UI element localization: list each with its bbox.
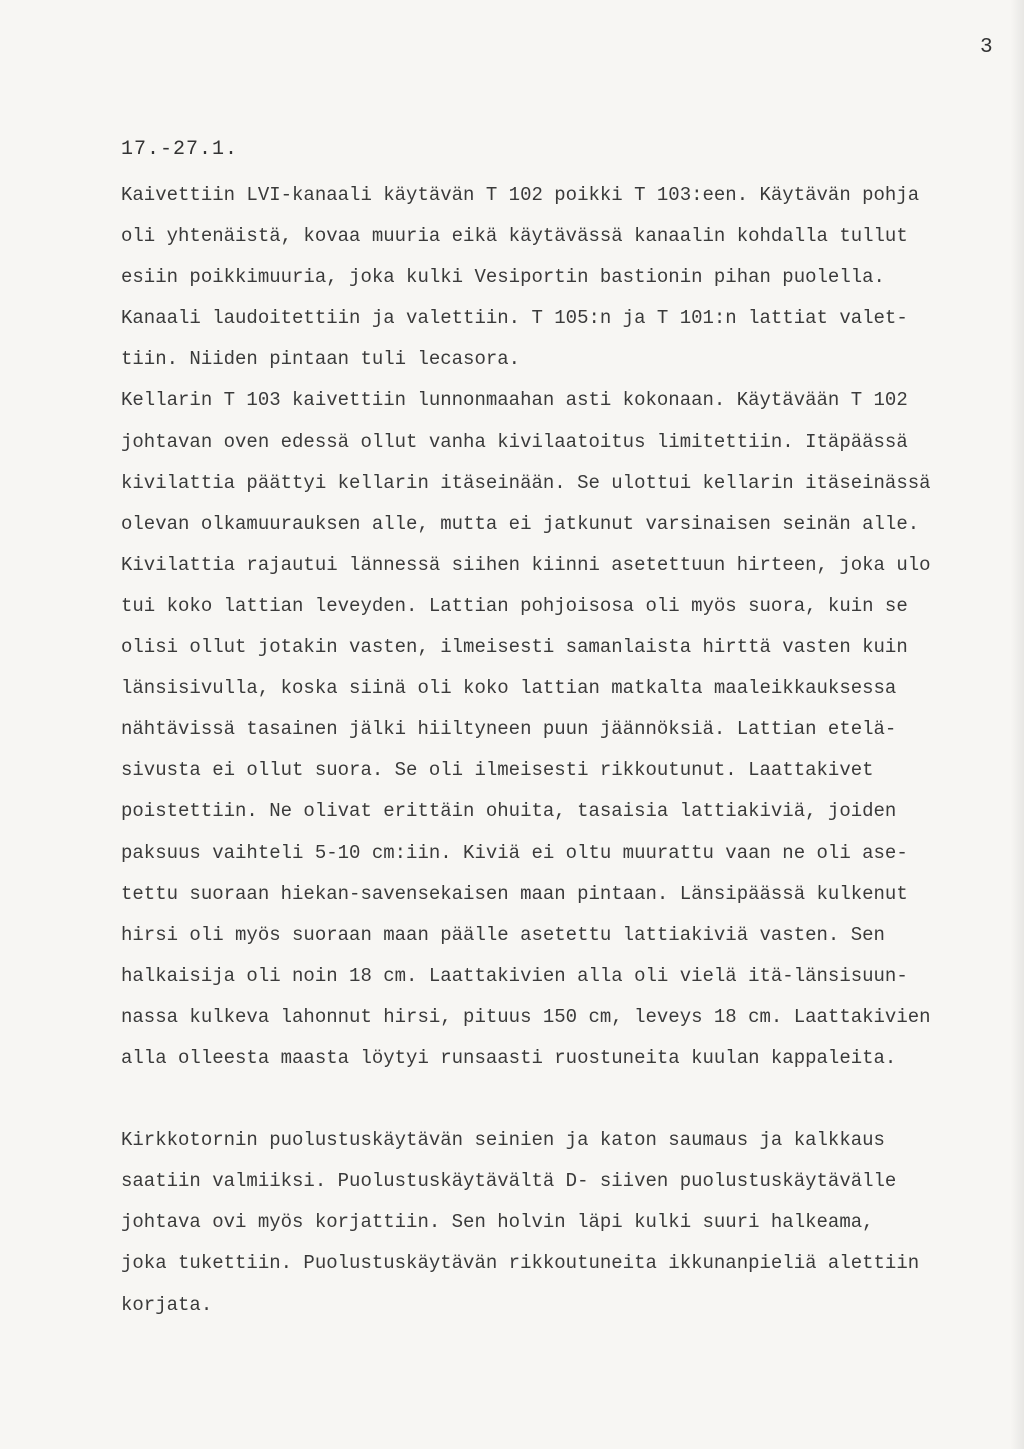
text-line: esiin poikkimuuria, joka kulki Vesiportin bastionin pihan puolella. [121,266,885,289]
text-line: hirsi oli myös suoraan maan päälle asetettu lattiakiviä vasten. Sen [121,923,885,946]
text-line: nähtävissä tasainen jälki hiiltyneen puun jäännöksiä. Lattian etelä- [121,718,897,741]
page-number: 3 [980,36,993,59]
scan-edge-shadow [1010,0,1024,1449]
text-line: poistettiin. Ne olivat erittäin ohuita, tasaisia lattiakiviä, joiden [121,800,897,823]
text-line: olisi ollut jotakin vasten, ilmeisesti samanlaista hirttä vasten kuin [121,636,908,659]
text-line: Kaivettiin LVI-kanaali käytävän T 102 poikki T 103:een. Käytävän pohja [121,184,920,206]
text-line: johtava ovi myös korjattiin. Sen holvin läpi kulki suuri halkeama, [121,1211,874,1234]
paragraph-gap [121,1079,1006,1120]
text-line: tiin. Niiden pintaan tuli lecasora. [121,348,521,371]
text-line: johtavan oven edessä ollut vanha kivilaatoitus limitettiin. Itäpäässä [121,430,908,453]
text-line: tettu suoraan hiekan-savensekaisen maan pintaan. Länsipäässä kulkenut [121,882,908,905]
text-line: Kellarin T 103 kaivettiin lunnonmaahan asti kokonaan. Käytävään T 102 [121,389,908,412]
text-line: Kanaali laudoitettiin ja valettiin. T 105:n ja T 101:n lattiat valet- [121,307,908,330]
text-line: kivilattia päättyi kellarin itäseinään. Se ulottui kellarin itäseinässä [121,471,931,494]
text-line: paksuus vaihteli 5-10 cm:iin. Kiviä ei oltu muurattu vaan ne oli ase- [121,841,908,864]
text-line: oli yhtenäistä, kovaa muuria eikä käytävässä kanaalin kohdalla tullut [121,225,908,248]
text-line: tui koko lattian leveyden. Lattian pohjoisosa oli myös suora, kuin se [121,594,908,617]
text-line: Kivilattia rajautui lännessä siihen kiinni asetettuun hirteen, joka ulo [121,553,931,576]
text-line: saatiin valmiiksi. Puolustuskäytävältä D- siiven puolustuskäytävälle [121,1170,897,1193]
text-line: joka tukettiin. Puolustuskäytävän rikkoutuneita ikkunanpieliä alettiin [121,1252,920,1275]
text-line: korjata. [121,1293,213,1316]
text-line: halkaisija oli noin 18 cm. Laattakivien alla oli vielä itä-länsisuun- [121,964,908,987]
text-line: sivusta ei ollut suora. Se oli ilmeisesti rikkoutunut. Laattakivet [121,759,874,782]
date-heading: 17.-27.1. [121,138,239,161]
text-line: Kirkkotornin puolustuskäytävän seinien ja katon saumaus ja kalkkaus [121,1129,885,1152]
text-line: olevan olkamuurauksen alle, mutta ei jatkunut varsinaisen seinän alle. [121,512,920,535]
text-line: länsisivulla, koska siinä oli koko lattian matkalta maaleikkauksessa [121,677,897,700]
text-line: nassa kulkeva lahonnut hirsi, pituus 150 cm, leveys 18 cm. Laattakivien [121,1005,931,1028]
report-body [121,175,1006,1326]
text-line: alla olleesta maasta löytyi runsaasti ruostuneita kuulan kappaleita. [121,1046,897,1069]
